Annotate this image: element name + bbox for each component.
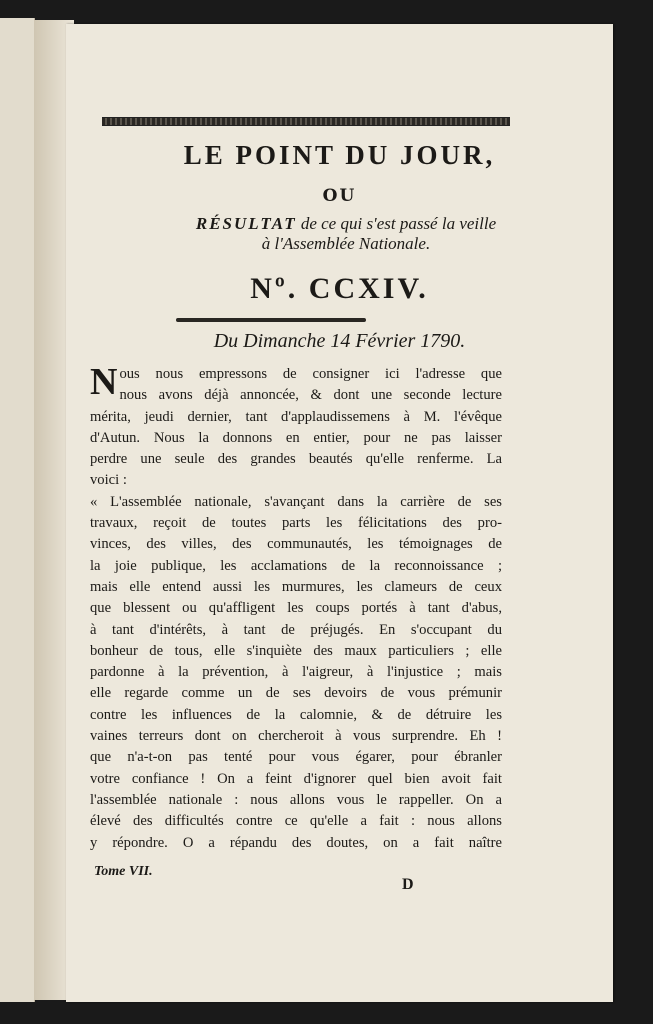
- drop-cap: N: [90, 361, 118, 403]
- text-line: d'Autun. Nous la donnons en entier, pour ne pas laisser: [90, 429, 502, 446]
- ornamental-rule-small: [176, 318, 366, 322]
- text-line: contre les influences de la calomnie, & de détruire les: [90, 706, 502, 723]
- newspaper-title: LE POINT DU JOUR,: [183, 140, 496, 170]
- text-line: vaines terreurs dont on chercheroit à vous surprendre. Eh !: [90, 728, 502, 745]
- text-line: y répondre. O a répandu des doutes, on a fait naître: [90, 834, 502, 851]
- text-line: à tant d'intérêts, à tant de préjugés. En s'occupant du: [90, 621, 502, 638]
- issue-date: Du Dimanche 14 Février 1790.: [213, 330, 466, 352]
- previous-page-edge: [0, 18, 35, 1002]
- signature-mark: D: [402, 876, 414, 893]
- text-line: nous avons déjà annoncée, & dont une seconde lecture: [119, 387, 502, 404]
- text-line: mais elle entend aussi les murmures, les clameurs de ceux: [90, 578, 502, 595]
- subtitle-lead-word: RÉSULTAT: [195, 214, 297, 233]
- text-line: l'assemblée nationale : nous allons vous le rappeller. On a: [90, 791, 502, 808]
- ornamental-rule-top: [102, 117, 510, 126]
- volume-label: Tome VII.: [94, 864, 153, 879]
- text-line: elle regarde comme un de ses devoirs de vous prémunir: [90, 685, 502, 702]
- text-line: élevé des difficultés contre ce qu'elle a fait : nous allons: [90, 813, 502, 830]
- text-line: voici :: [90, 472, 127, 489]
- text-line: « L'assemblée nationale, s'avançant dans la carrière de ses: [90, 493, 502, 510]
- text-line: la joie publique, les acclamations de la reconnoissance ;: [90, 557, 502, 574]
- text-line: que blessent ou qu'affligent les coups portés à tant d'abus,: [90, 600, 502, 617]
- text-line: vinces, des villes, des communautés, les témoignages de: [90, 536, 502, 553]
- subtitle-line-1: de ce qui s'est passé la veille: [300, 214, 497, 233]
- text-line: ous nous empressons de consigner ici l'adresse que: [119, 366, 502, 382]
- text-line: travaux, reçoit de toutes parts les félicitations des pro-: [90, 515, 502, 532]
- newspaper-subtitle: [96, 214, 596, 254]
- title-conjunction: OU: [322, 186, 357, 206]
- text-line: pardonne à la prévention, à l'aigreur, à l'injustice ; mais: [90, 664, 502, 681]
- text-line: que n'a-t-on pas tenté pour vous égarer, pour ébranler: [90, 749, 502, 766]
- text-line: perdre une seule des grandes beautés qu'elle renferme. La: [90, 451, 502, 468]
- text-line: mérita, jeudi dernier, tant d'applaudissemens à M. l'évêque: [90, 408, 502, 425]
- document-page: [66, 24, 613, 1002]
- article-body: [90, 361, 502, 854]
- text-line: bonheur de tous, elle s'inquiète des maux particuliers ; elle: [90, 642, 502, 659]
- issue-number: Nº. CCXIV.: [250, 272, 429, 305]
- text-line: votre confiance ! On a feint d'ignorer quel bien avoit fait: [90, 770, 502, 787]
- subtitle-line-2: à l'Assemblée Nationale.: [261, 234, 431, 253]
